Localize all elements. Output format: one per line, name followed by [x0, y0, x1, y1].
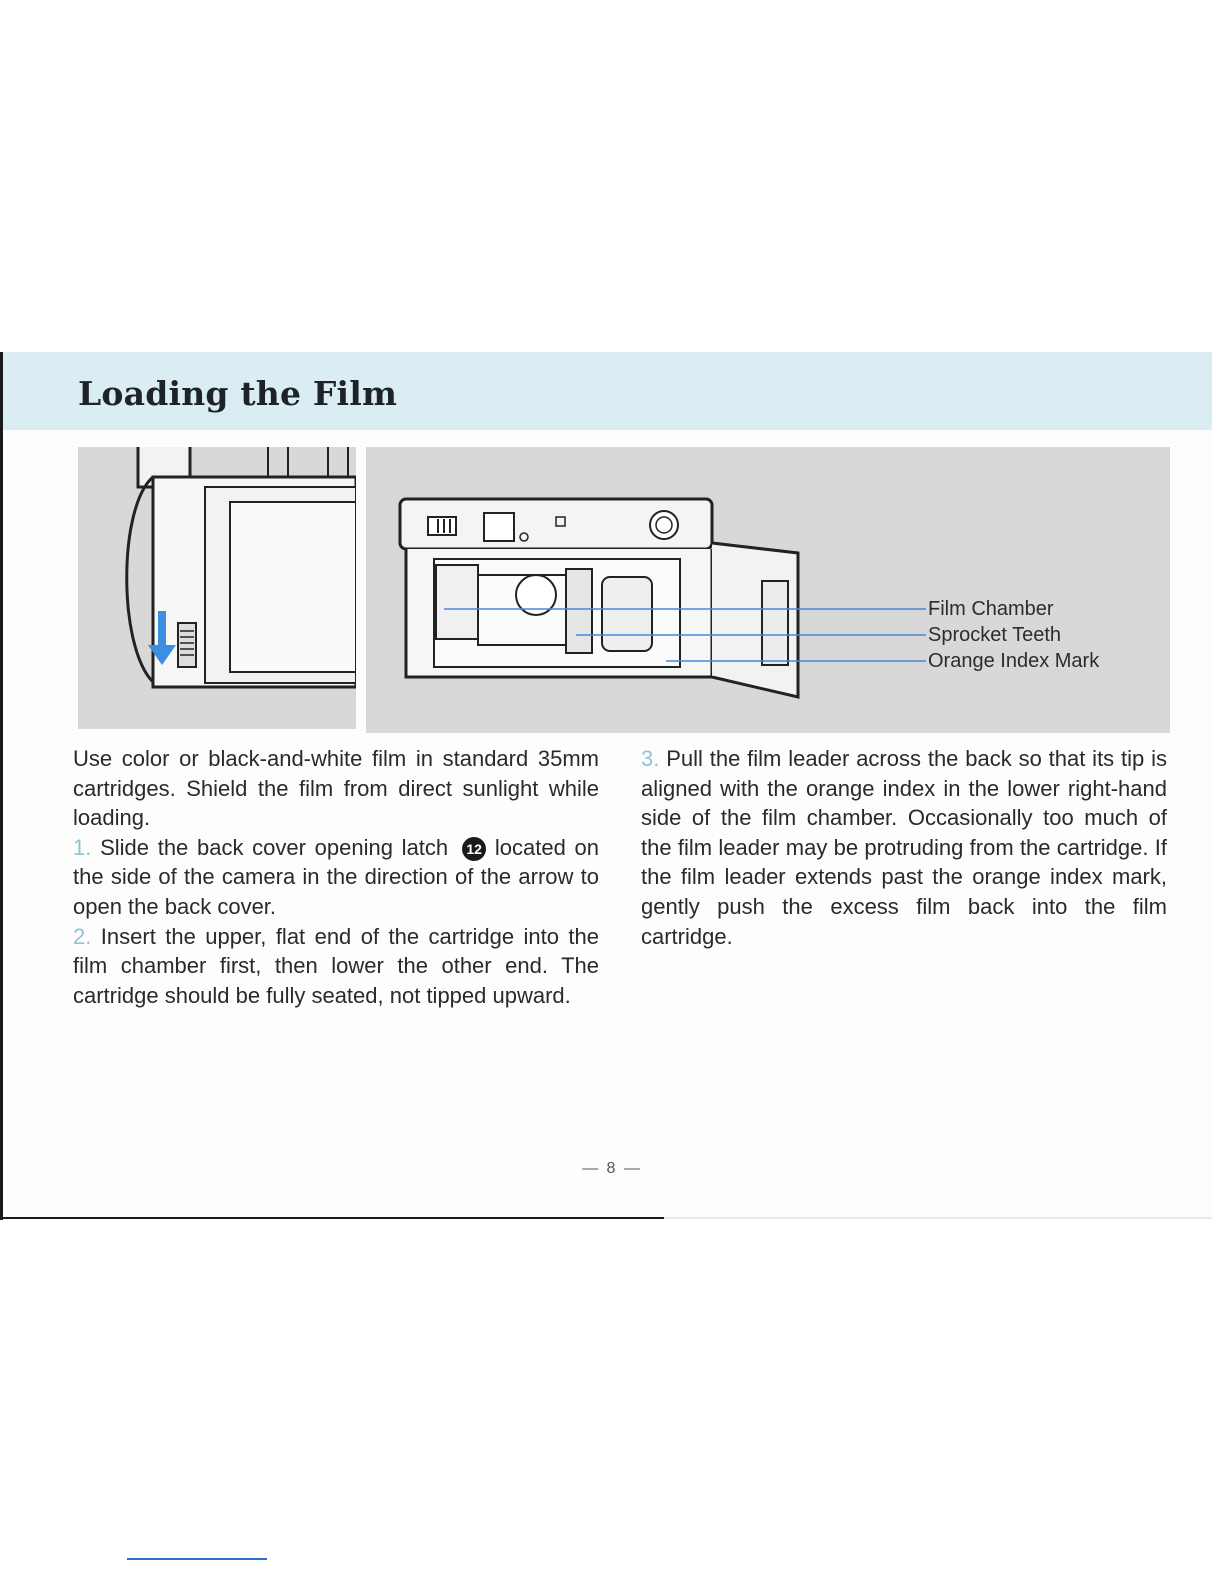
- step-1-text: Slide the back cover opening latch: [100, 834, 449, 860]
- camera-back-illustration: [366, 447, 1170, 733]
- text-column-left: [73, 744, 599, 1010]
- text-column-right: [641, 744, 1167, 951]
- step-2-text: Insert the upper, flat end of the cartridge into the film chamber first, then lower the other end. The cartridge should be fully seated, not tipped upward.: [73, 923, 599, 1008]
- footer-blue-line: [127, 1558, 267, 1560]
- step-1-number: 1.: [73, 834, 92, 860]
- left-border-rule: [0, 352, 3, 1220]
- camera-side-illustration: [78, 447, 356, 729]
- step-3-number: 3.: [641, 746, 660, 771]
- intro-paragraph: Use color or black-and-white film in standard 35mm cartridges. Shield the film from direct sunlight while loading.: [73, 746, 599, 831]
- callout-orange-index-mark: Orange Index Mark: [928, 650, 1100, 672]
- step-3-text: Pull the film leader across the back so that its tip is aligned with the orange index in the lower right-hand side of the film chamber. Occasionally too much of the film leader may be protruding from the cartridge. If the film leader extends past the orange index mark, gently push the excess film back into the film cartridge.: [641, 746, 1167, 949]
- callout-number-badge: 12: [462, 837, 486, 861]
- callout-sprocket-teeth: Sprocket Teeth: [928, 624, 1062, 646]
- step-3: [641, 744, 1167, 951]
- page-title: Loading the Film: [78, 374, 398, 413]
- step-2: [73, 922, 599, 1011]
- page-number: — 8 —: [582, 1160, 642, 1177]
- bottom-rule-fade: [664, 1217, 1212, 1219]
- bottom-rule: [0, 1217, 664, 1219]
- step-1: [73, 833, 599, 922]
- step-1-text-cont: located on the side of the camera in the direction of the arrow to open the back cover.: [73, 834, 599, 919]
- step-2-number: 2.: [73, 923, 92, 949]
- callout-film-chamber: Film Chamber: [928, 598, 1054, 620]
